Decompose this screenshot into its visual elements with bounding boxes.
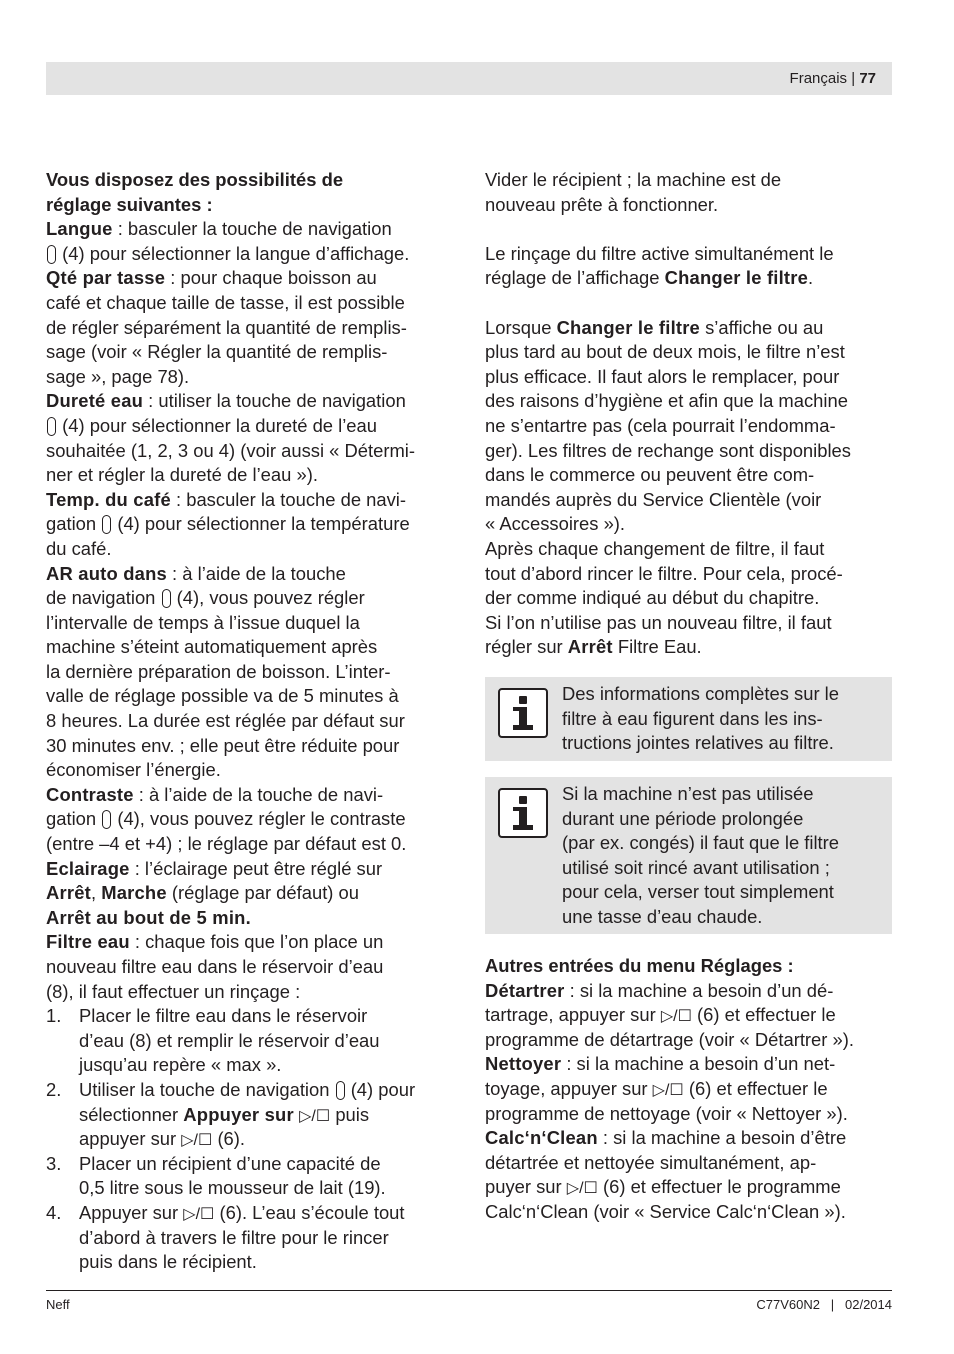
- info-icon-stem: [519, 707, 527, 727]
- filtre-key: Filtre eau: [46, 931, 130, 953]
- info-icon-dot: [519, 796, 527, 804]
- step-2-line-2: [46, 1103, 456, 1128]
- info-box-rinse: [485, 777, 892, 934]
- text-line: économiser l’énergie.: [46, 759, 221, 781]
- spacer: [485, 217, 895, 242]
- option-arret-5min: Arrêt au bout de 5 min.: [46, 906, 251, 928]
- play-stop-icon: ▷/☐: [183, 1205, 215, 1223]
- arret-line: [485, 635, 895, 660]
- text: Filtre Eau.: [612, 636, 702, 658]
- text-line: Si la machine n’est pas utilisée: [562, 783, 814, 804]
- text-line: dans le commerce ou peuvent être com-: [485, 464, 815, 486]
- text: : chaque fois que l’on place un: [129, 931, 384, 953]
- nettoyer-entry: [485, 1052, 895, 1077]
- play-stop-icon: ▷/☐: [566, 1180, 598, 1198]
- text: toyage, appuyer sur: [485, 1077, 653, 1099]
- text-line: valle de réglage possible va de 5 minutes à: [46, 685, 399, 707]
- text-line: Des informations complètes sur le: [562, 683, 839, 704]
- text-line: Vider le récipient ; la machine est de: [485, 169, 782, 190]
- temp-entry-2: [46, 512, 456, 537]
- text: réglage de l’affichage: [485, 267, 665, 289]
- text-line: Le rinçage du filtre active simultanément le: [485, 242, 834, 264]
- eclairage-entry-2: [46, 881, 456, 906]
- text: régler sur: [485, 636, 568, 658]
- text: (4) pour sélectionner la température: [112, 513, 410, 535]
- text-line: d’eau (8) et remplir le réservoir d’eau: [79, 1029, 380, 1051]
- text: Placer un récipient d’une capacité de: [79, 1152, 381, 1174]
- settings-heading-2: réglage suivantes :: [46, 193, 213, 215]
- text: puyer sur: [485, 1176, 567, 1198]
- step-3: [46, 1152, 456, 1177]
- text: : basculer la touche de navi-: [170, 488, 407, 510]
- text-line: sage », page 78).: [46, 365, 190, 387]
- text-line: Si l’on n’utilise pas un nouveau filtre, il faut: [485, 611, 832, 633]
- langue-entry-2: [46, 242, 456, 267]
- text: : à l’aide de la touche: [166, 562, 346, 584]
- text-line: nouveau prête à fonctionner.: [485, 193, 719, 215]
- text-line: détartrée et nettoyée simultanément, ap-: [485, 1151, 817, 1173]
- qte-key: Qté par tasse: [46, 267, 166, 289]
- detartrer-entry-2: [485, 1003, 895, 1028]
- info-icon: [498, 688, 548, 738]
- text-line: l’intervalle de temps à l’issue duquel la: [46, 611, 360, 633]
- appuyer-sur-key: Appuyer sur: [183, 1103, 300, 1125]
- text: : l’éclairage peut être réglé sur: [129, 857, 383, 879]
- text: (4) pour sélectionner la dureté de l’eau: [57, 414, 377, 436]
- text-line: Calc‘n‘Clean (voir « Service Calc‘n‘Clean »).: [485, 1200, 846, 1222]
- text-line: la dernière préparation de boisson. L’inter-: [46, 660, 391, 682]
- text: : si la machine a besoin d’un dé-: [564, 979, 834, 1001]
- step-4: [46, 1201, 456, 1226]
- info-icon-stem: [519, 807, 527, 827]
- temp-entry: [46, 488, 456, 513]
- text: tartrage, appuyer sur: [485, 1004, 661, 1026]
- text: Appuyer sur: [79, 1201, 184, 1223]
- footer-divider: [46, 1290, 892, 1291]
- text-line: ne s’entartre pas (cela pourrait l’endomma-: [485, 414, 836, 436]
- step-1: [46, 1004, 456, 1029]
- step-number: 3.: [46, 1152, 62, 1174]
- durete-entry-2: [46, 414, 456, 439]
- text-line: (entre –4 et +4) ; le réglage par défaut est 0.: [46, 833, 407, 855]
- info-icon: [498, 788, 548, 838]
- text-line: 30 minutes env. ; elle peut être réduite pour: [46, 734, 400, 756]
- text-line: der comme indiqué au début du chapitre.: [485, 587, 820, 609]
- step-number: 4.: [46, 1201, 62, 1223]
- navigation-button-icon: [336, 1081, 345, 1100]
- info-icon-base: [513, 725, 533, 730]
- text-line: programme de détartrage (voir « Détartrer »).: [485, 1028, 854, 1050]
- temp-key: Temp. du café: [46, 488, 171, 510]
- info-text: [562, 682, 839, 756]
- text-line: souhaitée (1, 2, 3 ou 4) (voir aussi « Détermi-: [46, 439, 415, 461]
- calc-key: Calc‘n‘Clean: [485, 1127, 598, 1149]
- text: : à l’aide de la touche de navi-: [133, 783, 384, 805]
- step-number: 1.: [46, 1005, 62, 1027]
- navigation-button-icon: [102, 810, 111, 829]
- text: : si la machine a besoin d’être: [597, 1127, 847, 1149]
- text-line: Après chaque changement de filtre, il faut: [485, 537, 825, 559]
- text: (6) et effectuer le programme: [597, 1176, 841, 1198]
- settings-heading: Vous disposez des possibilités de: [46, 169, 344, 190]
- text-line: 8 heures. La durée est réglée par défaut sur: [46, 710, 405, 732]
- spacer: [485, 291, 895, 316]
- text-line: d’abord à travers le filtre pour le rincer: [79, 1226, 389, 1248]
- play-stop-icon: ▷/☐: [652, 1081, 684, 1099]
- text-line: mandés auprès du Service Clientèle (voir: [485, 488, 822, 510]
- step-number: 2.: [46, 1078, 62, 1100]
- text: .: [808, 267, 814, 289]
- option-arret: Arrêt: [46, 882, 91, 904]
- langue-key: Langue: [46, 218, 113, 240]
- filtre-entry: [46, 930, 456, 955]
- text-line: ger). Les filtres de rechange sont disponibles: [485, 439, 851, 461]
- text-line: durant une période prolongée: [562, 807, 804, 829]
- right-column: [485, 168, 895, 660]
- text: appuyer sur: [79, 1128, 182, 1150]
- text: : si la machine a besoin d’un net-: [561, 1053, 836, 1075]
- text: Utiliser la touche de navigation: [79, 1078, 335, 1100]
- text-line: café et chaque taille de tasse, il est possible: [46, 291, 405, 313]
- header-language-page: [790, 70, 876, 87]
- durete-key: Dureté eau: [46, 390, 144, 412]
- other-settings-section: [485, 954, 895, 1225]
- lorsque-line: [485, 316, 895, 341]
- step-2-line-3: [46, 1127, 456, 1152]
- text-line: utilisé soit rincé avant utilisation ;: [562, 856, 830, 878]
- text: : utiliser la touche de navigation: [143, 390, 406, 412]
- eclairage-key: Eclairage: [46, 857, 130, 879]
- text: (réglage par défaut) ou: [166, 882, 360, 904]
- text: sélectionner: [79, 1103, 184, 1125]
- text: (4), vous pouvez régler le contraste: [112, 808, 406, 830]
- text-line: des raisons d’hygiène et afin que la machine: [485, 390, 848, 412]
- text-line: 0,5 litre sous le mousseur de lait (19).: [79, 1177, 386, 1199]
- ar-entry-2: [46, 586, 456, 611]
- text-line: machine s’éteint automatiquement après: [46, 636, 378, 658]
- text-line: jusqu’au repère « max ».: [79, 1054, 282, 1076]
- text: (4) pour sélectionner la langue d’affichage.: [57, 242, 410, 264]
- text-line: (par ex. congés) il faut que le filtre: [562, 832, 840, 854]
- info-icon-dot: [519, 696, 527, 704]
- header-language: Français: [789, 70, 848, 87]
- text-line: plus efficace. Il faut alors le remplacer, pour: [485, 365, 840, 387]
- navigation-button-icon: [47, 245, 56, 264]
- navigation-button-icon: [162, 589, 171, 608]
- page-number: 77: [859, 70, 876, 87]
- text-line: du café.: [46, 537, 112, 559]
- text-line: filtre à eau figurent dans les ins-: [562, 707, 823, 729]
- text-line: pour cela, verser tout simplement: [562, 881, 834, 903]
- text-line: une tasse d’eau chaude.: [562, 905, 763, 927]
- text: (6) et effectuer le: [683, 1077, 828, 1099]
- eclairage-entry: [46, 857, 456, 882]
- ar-key: AR auto dans: [46, 562, 167, 584]
- navigation-button-icon: [102, 515, 111, 534]
- ar-entry: [46, 562, 456, 587]
- changer-filtre-line: [485, 266, 895, 291]
- text: ,: [90, 882, 102, 904]
- option-marche: Marche: [101, 882, 167, 904]
- text: (4), vous pouvez régler: [171, 587, 365, 609]
- text-line: de régler séparément la quantité de remplis-: [46, 316, 407, 338]
- detartrer-entry: [485, 979, 895, 1004]
- text: s’affiche ou au: [699, 316, 824, 338]
- text-line: tructions jointes relatives au filtre.: [562, 732, 834, 754]
- header-separator: |: [851, 70, 856, 87]
- text: (6).: [212, 1128, 246, 1150]
- text-line: « Accessoires »).: [485, 513, 626, 535]
- left-column: [46, 168, 456, 1275]
- other-settings-heading: Autres entrées du menu Réglages :: [485, 955, 794, 976]
- nettoyer-key: Nettoyer: [485, 1053, 562, 1075]
- text: puis: [330, 1103, 370, 1125]
- play-stop-icon: ▷/☐: [660, 1008, 692, 1026]
- contraste-entry: [46, 783, 456, 808]
- text: Lorsque: [485, 316, 557, 338]
- detartrer-key: Détartrer: [485, 979, 565, 1001]
- langue-entry: [46, 217, 456, 242]
- info-icon-base: [513, 825, 533, 830]
- durete-entry: [46, 389, 456, 414]
- text: (6) et effectuer le: [691, 1004, 836, 1026]
- arret-key: Arrêt: [567, 636, 613, 658]
- footer-brand: Neff: [46, 1297, 70, 1312]
- calc-entry-3: [485, 1175, 895, 1200]
- text-line: ner et régler la dureté de l’eau »).: [46, 464, 318, 486]
- changer-filtre-key: Changer le filtre: [556, 316, 700, 338]
- text: : basculer la touche de navigation: [112, 218, 392, 240]
- text: gation: [46, 808, 102, 830]
- text: (4) pour: [345, 1078, 416, 1100]
- text: (6). L’eau s’écoule tout: [214, 1201, 405, 1223]
- play-stop-icon: ▷/☐: [299, 1107, 331, 1125]
- info-text: [562, 782, 839, 930]
- text-line: sage (voir « Régler la quantité de remplis-: [46, 341, 388, 363]
- qte-entry: [46, 266, 456, 291]
- text-line: programme de nettoyage (voir « Nettoyer »).: [485, 1102, 848, 1124]
- text: gation: [46, 513, 102, 535]
- text: Placer le filtre eau dans le réservoir: [79, 1005, 368, 1027]
- contraste-entry-2: [46, 807, 456, 832]
- text-line: (8), il faut effectuer un rinçage :: [46, 980, 301, 1002]
- step-2: [46, 1078, 456, 1103]
- text: : pour chaque boisson au: [165, 267, 377, 289]
- text-line: plus tard au bout de deux mois, le filtre n’est: [485, 341, 845, 363]
- footer-model-date: C77V60N2 | 02/2014: [756, 1297, 892, 1312]
- calc-entry: [485, 1126, 895, 1151]
- navigation-button-icon: [47, 417, 56, 436]
- text: de navigation: [46, 587, 161, 609]
- text-line: puis dans le récipient.: [79, 1251, 257, 1273]
- text-line: nouveau filtre eau dans le réservoir d’eau: [46, 956, 384, 977]
- changer-filtre-key: Changer le filtre: [664, 267, 809, 289]
- nettoyer-entry-2: [485, 1077, 895, 1102]
- info-box-filter: [485, 677, 892, 761]
- contraste-key: Contraste: [46, 783, 134, 805]
- text-line: tout d’abord rincer le filtre. Pour cela, procé-: [485, 562, 843, 584]
- page-header: [46, 62, 892, 95]
- play-stop-icon: ▷/☐: [181, 1132, 213, 1150]
